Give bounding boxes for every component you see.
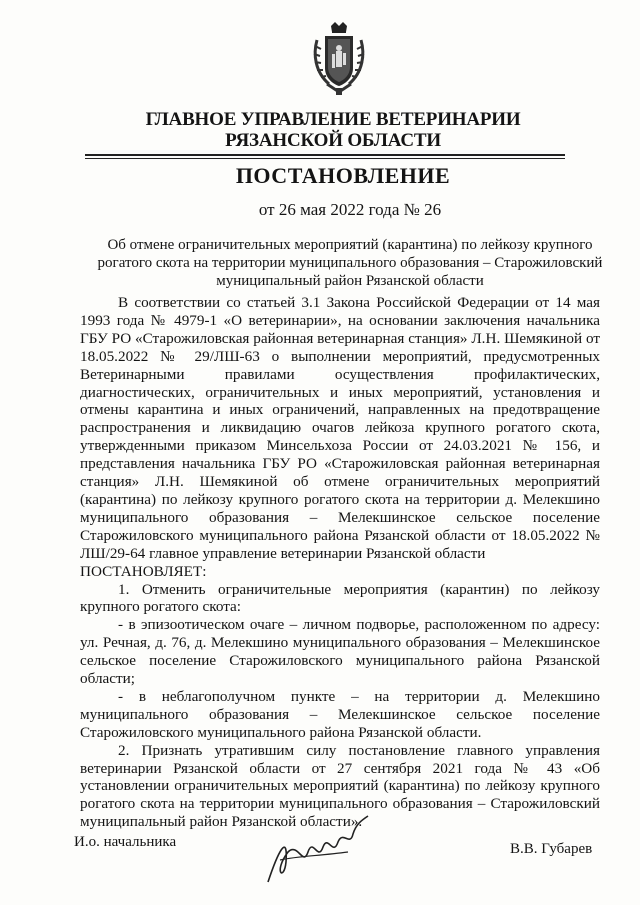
org-name-line1: ГЛАВНОЕ УПРАВЛЕНИЕ ВЕТЕРИНАРИИ [145,109,521,130]
header-divider-thin [85,158,565,159]
coat-of-arms-icon [309,22,369,96]
document-type: ПОСТАНОВЛЕНИЕ [235,163,451,188]
signer-name: В.В. Губарев [510,841,593,857]
header-divider [85,154,565,156]
org-name-line2: РЯЗАНСКОЙ ОБЛАСТИ [225,130,441,151]
item-1-a: - в эпизоотическом очаге – личном подворье, расположенном по адресу: ул. Речная, д. 76, д. Мелекшино муниципального образования – Мелекшинское сельское поселение Старожиловского муниципального района Рязанской области; [80,616,600,688]
preamble-paragraph: В соответствии со статьей 3.1 Закона Российской Федерации от 14 мая 1993 года № 4979-1 «О ветеринарии», на основании заключения начальника ГБУ РО «Старожиловская районная ветеринарная станция» Л.Н. Шемякиной от 18.05.2022 № 29/ЛШ-63 о выполнении мероприятий, предусмотренных Ветеринарными правилами осуществления профилактических, диагностических, ограничительных и иных мероприятий, установления и отмены карантина и иных ограничений, направленных на предотвращение распространения и ликвидацию очагов лейкоза крупного рогатого скота, утвержденными приказом Минсельхоза России от 24.03.2021 № 156, и представления начальника ГБУ РО «Старожиловская районная ветеринарная станция» Л.Н. Шемякиной об отмене ограничительных мероприятий (карантина) по лейкозу крупного рогатого скота на территории д. Мелекшино муниципального образования – Мелекшинское сельское поселение Старожиловского муниципального района Рязанской области от 18.05.2022 № ЛШ/29-64 главное управление ветеринарии Рязанской области [80,294,600,562]
document-body [80,294,600,831]
document-date-number: от 26 мая 2022 года № 26 [258,200,442,219]
item-1-b: - в неблагополучном пункте – на территории д. Мелекшино муниципального образования – Мелекшинское сельское поселение Старожиловского муниципального района Рязанской области. [80,687,600,741]
resolves-line: ПОСТАНОВЛЯЕТ: [80,562,207,580]
signer-title: И.о. начальника [74,834,177,850]
item-1: 1. Отменить ограничительные мероприятия (карантин) по лейкозу крупного рогатого скота: [80,580,600,616]
handwritten-signature-icon [258,812,378,890]
item-2: 2. Признать утратившим силу постановление главного управления ветеринарии Рязанской области от 27 сентября 2021 года № 43 «Об установлении ограничительных мероприятий (карантина) по лейкозу крупного рогатого скота на территории муниципального образования – Старожиловский муниципальный район Рязанской области». [80,741,600,831]
document-subject: Об отмене ограничительных мероприятий (карантина) по лейкозу крупного рогатого скота на территории муниципального образования – Старожиловский муниципальный район Рязанской области [97,237,603,289]
